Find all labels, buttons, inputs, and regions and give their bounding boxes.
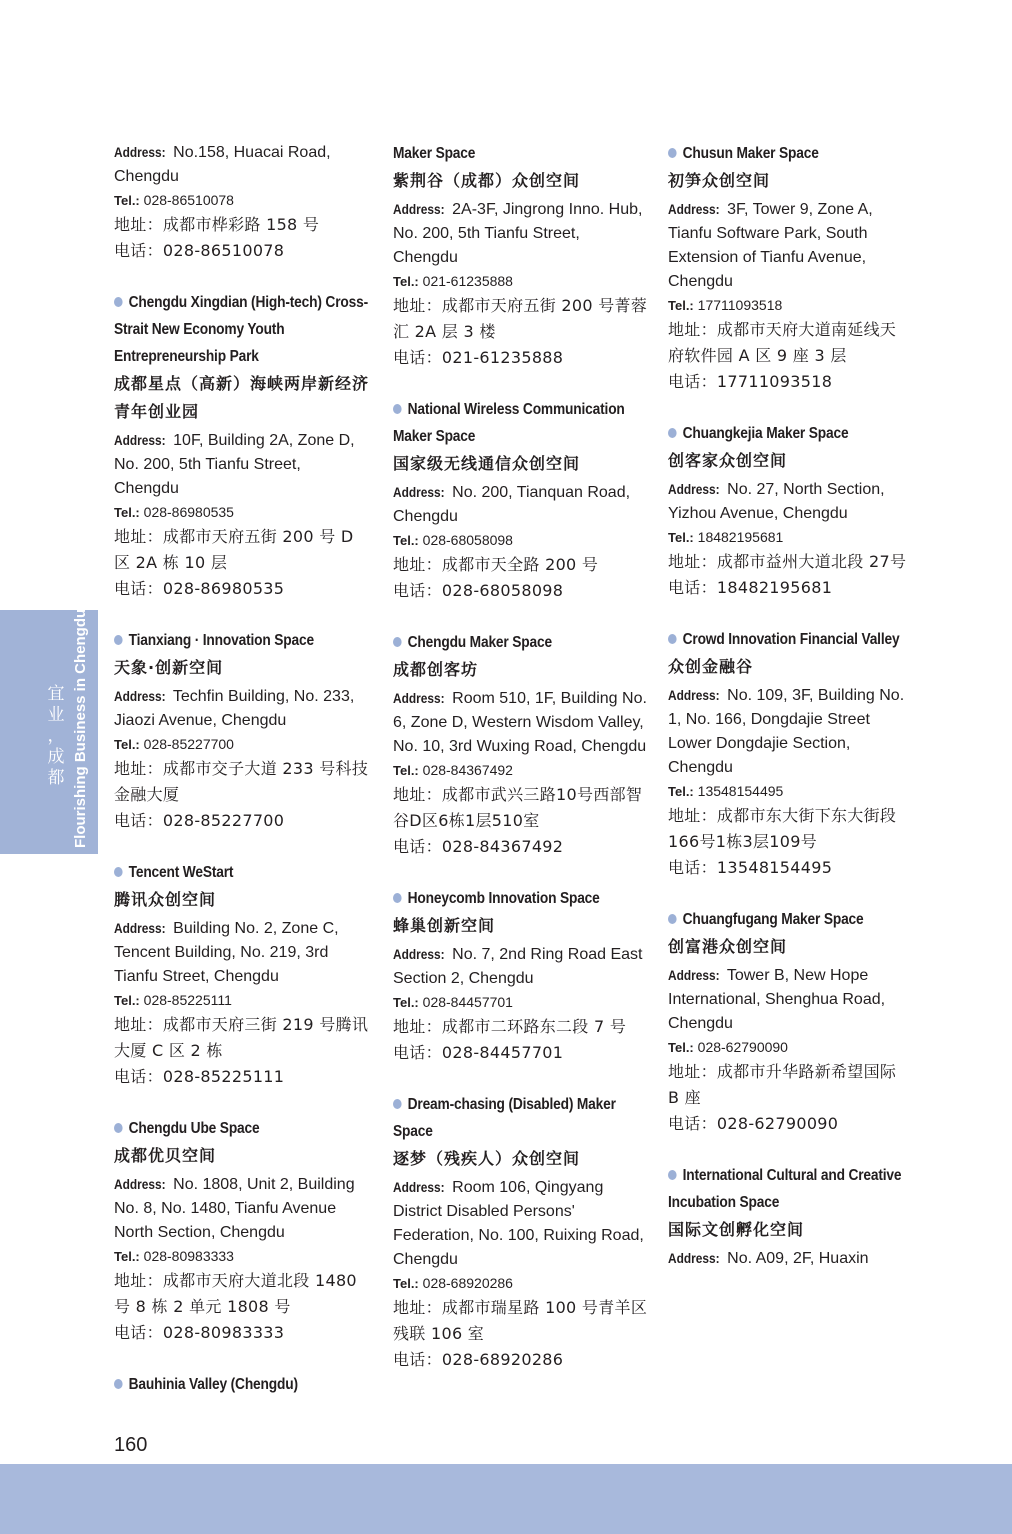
listing-chinese-address (393, 782, 648, 834)
tel-value: 028-86980535 (143, 504, 234, 520)
column-1 (114, 140, 369, 1423)
listing-name-text: Chengdu Ube Space (128, 1120, 260, 1137)
listing-name (668, 420, 907, 447)
listing-address (393, 686, 648, 759)
listing-chinese-address (114, 524, 369, 576)
tel-label: Tel.: (668, 298, 694, 313)
chinese-address-value: 成都市交子大道 233 号科技金融大厦 (114, 759, 369, 804)
listing-entry (114, 627, 369, 834)
chinese-phone-value: 028-85227700 (162, 811, 285, 830)
chinese-address-label: 地址： (393, 1017, 442, 1036)
listing-chinese-phone (393, 345, 648, 371)
chinese-phone-value: 028-62790090 (716, 1114, 839, 1133)
listing-address (668, 1246, 908, 1271)
listing-name (668, 140, 907, 167)
listing-chinese-address (393, 1295, 648, 1347)
listing-chinese-name: 腾讯众创空间 (114, 890, 217, 909)
chinese-phone-value: 028-85225111 (162, 1067, 285, 1086)
tel-value: 13548154495 (697, 783, 784, 799)
chinese-address-label: 地址： (668, 1062, 717, 1081)
tel-value: 17711093518 (697, 297, 783, 313)
listing-tel (114, 501, 369, 524)
chinese-phone-label: 电话： (668, 858, 717, 877)
side-tab-english-title: Flourishing Business in Chengdu (72, 608, 89, 848)
footer-band (0, 1464, 1012, 1534)
listing-chinese-name: 逐梦（残疾人）众创空间 (393, 1149, 581, 1168)
tel-label: Tel.: (668, 530, 694, 545)
listing-name (393, 885, 647, 912)
tel-label: Tel.: (114, 1249, 140, 1264)
bullet-icon (114, 1123, 123, 1133)
tel-label: Tel.: (114, 737, 140, 752)
tel-label: Tel.: (114, 505, 140, 520)
tel-value: 028-68920286 (422, 1275, 513, 1291)
listing-chinese-name: 国际文创孵化空间 (668, 1220, 805, 1239)
listing-entry (393, 396, 648, 604)
listing-name (114, 859, 368, 886)
listing-entry (114, 1371, 369, 1398)
listing-chinese-address (393, 293, 648, 345)
listing-tel (114, 189, 369, 212)
listing-chinese-phone (114, 1064, 369, 1090)
address-label: Address: (668, 201, 720, 217)
listing-chinese-name: 成都优贝空间 (114, 1146, 217, 1165)
bullet-icon (668, 428, 677, 438)
column-3 (668, 140, 908, 1296)
tel-label: Tel.: (114, 993, 140, 1008)
tel-label: Tel.: (393, 995, 419, 1010)
chinese-phone-label: 电话： (393, 348, 442, 367)
listing-name-text: National Wireless Communication Maker Space (393, 401, 625, 445)
chinese-phone-value: 028-86980535 (162, 579, 285, 598)
chinese-phone-value: 17711093518 (716, 372, 833, 391)
chinese-phone-label: 电话： (393, 1043, 442, 1062)
listing-chinese-phone (393, 834, 648, 860)
address-value: Room 510, 1F, Building No. 6, Zone D, Western Wisdom Valley, No. 10, 3rd Wuxing Road, Chengdu (393, 690, 647, 755)
listing-name-text: Chuangfugang Maker Space (682, 911, 864, 928)
listing-entry (114, 289, 369, 602)
tel-value: 021-61235888 (422, 273, 513, 289)
listing-name-text: Tianxiang · Innovation Space (128, 632, 314, 649)
listing-address (114, 684, 369, 733)
chinese-phone-label: 电话： (393, 581, 442, 600)
chinese-address-label: 地址： (393, 785, 442, 804)
listing-entry (668, 140, 908, 395)
bullet-icon (393, 404, 402, 414)
listing-tel (393, 270, 648, 293)
chinese-phone-value: 028-84367492 (441, 837, 564, 856)
listing-chinese-name: 蜂巢创新空间 (393, 916, 496, 935)
listing-name-text: Dream-chasing (Disabled) Maker Space (393, 1096, 616, 1140)
address-label: Address: (114, 432, 166, 448)
address-label: Address: (668, 967, 720, 983)
chinese-phone-value: 028-68920286 (441, 1350, 564, 1369)
listing-entry (668, 420, 908, 601)
chinese-address-value: 成都市桦彩路 158 号 (162, 215, 320, 234)
tel-value: 028-62790090 (697, 1039, 788, 1055)
address-value: 2A-3F, Jingrong Inno. Hub, No. 200, 5th Tianfu Street, Chengdu (393, 201, 643, 266)
address-value: No. 1808, Unit 2, Building No. 8, No. 1480, Tianfu Avenue North Section, Chengdu (114, 1176, 355, 1241)
listing-tel (668, 526, 908, 549)
chinese-address-value: 成都市武兴三路10号西部智谷D区6栋1层510室 (393, 785, 643, 830)
listing-chinese-name: 紫荆谷（成都）众创空间 (393, 171, 581, 190)
listing-name-text: Crowd Innovation Financial Valley (682, 631, 900, 648)
chinese-address-value: 成都市二环路东二段 7 号 (441, 1017, 627, 1036)
listing-chinese-name: 初笋众创空间 (668, 171, 771, 190)
listing-chinese-address (668, 1059, 908, 1111)
address-value: No. 7, 2nd Ring Road East Section 2, Chengdu (393, 946, 643, 987)
tel-label: Tel.: (114, 193, 140, 208)
chinese-phone-value: 18482195681 (716, 578, 833, 597)
chinese-phone-value: 028-86510078 (162, 241, 285, 260)
listing-chinese-address (668, 549, 908, 575)
listing-chinese-address (114, 1012, 369, 1064)
address-label: Address: (393, 946, 445, 962)
listing-entry (114, 859, 369, 1090)
chinese-address-label: 地址： (114, 215, 163, 234)
bullet-icon (668, 634, 677, 644)
listing-address (668, 963, 908, 1036)
listing-tel (114, 989, 369, 1012)
bullet-icon (393, 637, 402, 647)
listing-address (668, 477, 908, 526)
chinese-address-value: 成都市益州大道北段 27号 (716, 552, 907, 571)
chinese-address-value: 成都市瑞星路 100 号青羊区残联 106 室 (393, 1298, 648, 1343)
chinese-address-value: 成都市天府五街 200 号菁蓉汇 2A 层 3 楼 (393, 296, 648, 341)
listing-chinese-address (114, 212, 369, 238)
listing-chinese-phone (668, 369, 908, 395)
listing-entry (393, 1091, 648, 1373)
listing-address (114, 428, 369, 501)
address-value: Tower B, New Hope International, Shenghua Road, Chengdu (668, 967, 886, 1032)
tel-value: 028-85225111 (143, 992, 232, 1008)
listing-tel (393, 991, 648, 1014)
chinese-address-value: 成都市东大街下东大街段166号1栋3层109号 (668, 806, 897, 851)
listing-address (393, 1175, 648, 1272)
chinese-address-value: 成都市升华路新希望国际 B 座 (668, 1062, 897, 1107)
chinese-phone-label: 电话： (114, 241, 163, 260)
listing-name-text: Chuangkejia Maker Space (682, 425, 849, 442)
listing-entry (668, 906, 908, 1137)
address-label: Address: (393, 1179, 445, 1195)
listing-name (393, 1091, 647, 1145)
address-label: Address: (668, 1250, 720, 1266)
listing-tel (668, 780, 908, 803)
chinese-phone-value: 028-84457701 (441, 1043, 564, 1062)
listing-name (393, 140, 647, 167)
listing-chinese-phone (114, 238, 369, 264)
address-label: Address: (114, 920, 166, 936)
listing-tel (393, 759, 648, 782)
listing-chinese-phone (114, 1320, 369, 1346)
listing-name (668, 1162, 907, 1216)
listing-address (393, 197, 648, 270)
listing-chinese-phone (668, 855, 908, 881)
chinese-address-label: 地址： (393, 555, 442, 574)
listing-chinese-address (114, 756, 369, 808)
listing-tel (114, 733, 369, 756)
bullet-icon (668, 148, 677, 158)
tel-value: 028-85227700 (143, 736, 234, 752)
listing-chinese-name: 成都创客坊 (393, 660, 479, 679)
address-label: Address: (393, 690, 445, 706)
chinese-address-label: 地址： (393, 296, 442, 315)
chinese-address-value: 成都市天府三街 219 号腾讯大厦 C 区 2 栋 (114, 1015, 369, 1060)
listing-name (114, 289, 368, 370)
listing-name-text: Tencent WeStart (128, 864, 234, 881)
bullet-icon (393, 893, 402, 903)
tel-label: Tel.: (393, 1276, 419, 1291)
tel-label: Tel.: (393, 763, 419, 778)
listing-entry (393, 885, 648, 1066)
tel-label: Tel.: (393, 274, 419, 289)
listing-address (393, 942, 648, 991)
address-value: No. 200, Tianquan Road, Chengdu (393, 484, 631, 525)
listing-entry (393, 140, 648, 371)
tel-label: Tel.: (668, 1040, 694, 1055)
address-label: Address: (668, 481, 720, 497)
listing-chinese-address (393, 552, 648, 578)
listing-chinese-name: 国家级无线通信众创空间 (393, 454, 581, 473)
listing-entry (668, 1162, 908, 1271)
listing-chinese-name: 天象·创新空间 (114, 658, 224, 677)
listing-name (114, 1371, 368, 1398)
chinese-address-label: 地址： (114, 527, 163, 546)
chinese-phone-value: 021-61235888 (441, 348, 564, 367)
listing-chinese-address (668, 317, 908, 369)
bullet-icon (114, 1379, 123, 1389)
listing-name (114, 1115, 368, 1142)
listing-tel (393, 529, 648, 552)
listing-name (668, 626, 907, 653)
listing-address (668, 683, 908, 780)
listing-entry (668, 626, 908, 881)
chinese-phone-label: 电话： (668, 372, 717, 391)
listing-name (114, 627, 368, 654)
chinese-address-label: 地址： (668, 552, 717, 571)
chinese-phone-label: 电话： (114, 811, 163, 830)
chinese-address-label: 地址： (114, 759, 163, 778)
listing-chinese-address (393, 1014, 648, 1040)
chinese-phone-label: 电话： (393, 1350, 442, 1369)
address-value: 10F, Building 2A, Zone D, No. 200, 5th Tianfu Street, Chengdu (114, 432, 355, 497)
address-label: Address: (393, 201, 445, 217)
listing-chinese-address (114, 1268, 369, 1320)
chinese-phone-label: 电话： (668, 578, 717, 597)
chinese-phone-value: 028-80983333 (162, 1323, 285, 1342)
listing-entry (114, 140, 369, 264)
listing-name-text: Bauhinia Valley (Chengdu) (128, 1376, 298, 1393)
listing-chinese-name: 创富港众创空间 (668, 937, 788, 956)
listing-entry (393, 629, 648, 860)
address-label: Address: (114, 688, 166, 704)
address-label: Address: (114, 1176, 166, 1192)
chinese-phone-label: 电话： (393, 837, 442, 856)
listing-chinese-phone (668, 1111, 908, 1137)
listing-chinese-name: 创客家众创空间 (668, 451, 788, 470)
listing-name (393, 396, 647, 450)
bullet-icon (393, 1099, 402, 1109)
listing-name-text: Maker Space (393, 145, 476, 162)
listing-chinese-name: 成都星点（高新）海峡两岸新经济青年创业园 (114, 374, 370, 421)
tel-label: Tel.: (393, 533, 419, 548)
listing-tel (393, 1272, 648, 1295)
tel-value: 028-68058098 (422, 532, 513, 548)
listing-name-text: Chusun Maker Space (682, 145, 819, 162)
address-value: Building No. 2, Zone C, Tencent Building, No. 219, 3rd Tianfu Street, Chengdu (114, 920, 339, 985)
chinese-address-label: 地址： (114, 1271, 163, 1290)
listing-address (393, 480, 648, 529)
address-label: Address: (393, 484, 445, 500)
listing-chinese-address (668, 803, 908, 855)
listing-name-text: Chengdu Xingdian (High-tech) Cross-Strait New Economy Youth Entrepreneurship Park (114, 294, 368, 365)
tel-value: 028-84367492 (422, 762, 513, 778)
tel-label: Tel.: (668, 784, 694, 799)
listing-chinese-phone (393, 578, 648, 604)
bullet-icon (114, 635, 123, 645)
chinese-phone-label: 电话： (114, 1067, 163, 1086)
listing-address (114, 140, 369, 189)
chinese-address-label: 地址： (668, 806, 717, 825)
listing-entry (114, 1115, 369, 1346)
listing-address (668, 197, 908, 294)
chinese-address-value: 成都市天府大道南延线天府软件园 A 区 9 座 3 层 (668, 320, 897, 365)
listing-chinese-phone (114, 808, 369, 834)
listing-name (393, 629, 647, 656)
listing-name (668, 906, 907, 933)
listing-name-text: International Cultural and Creative Incubation Space (668, 1167, 902, 1211)
bullet-icon (114, 297, 123, 307)
tel-value: 028-84457701 (422, 994, 513, 1010)
chinese-address-label: 地址： (393, 1298, 442, 1317)
side-tab-chinese-title: 宜 业 ， 成 都 (47, 684, 65, 788)
listing-tel (668, 1036, 908, 1059)
listing-chinese-phone (393, 1040, 648, 1066)
address-value: No. A09, 2F, Huaxin (727, 1250, 869, 1267)
chinese-address-label: 地址： (668, 320, 717, 339)
address-value: No.158, Huacai Road, Chengdu (114, 144, 331, 185)
page-number: 160 (114, 1434, 148, 1456)
chinese-phone-value: 028-68058098 (441, 581, 564, 600)
address-value: No. 27, North Section, Yizhou Avenue, Chengdu (668, 481, 885, 522)
listing-tel (668, 294, 908, 317)
tel-value: 028-80983333 (143, 1248, 234, 1264)
address-label: Address: (114, 144, 166, 160)
address-label: Address: (668, 687, 720, 703)
listing-name-text: Chengdu Maker Space (407, 634, 552, 651)
listing-chinese-phone (668, 575, 908, 601)
listing-chinese-name: 众创金融谷 (668, 657, 754, 676)
address-value: Room 106, Qingyang District Disabled Persons' Federation, No. 100, Ruixing Road, Chengdu (393, 1179, 644, 1268)
chinese-address-value: 成都市天全路 200 号 (441, 555, 599, 574)
listing-address (114, 916, 369, 989)
address-value: No. 109, 3F, Building No. 1, No. 166, Dongdajie Street Lower Dongdajie Section, Chengdu (668, 687, 905, 776)
address-value: 3F, Tower 9, Zone A, Tianfu Software Park, South Extension of Tianfu Avenue, Chengdu (668, 201, 873, 290)
address-value: Techfin Building, No. 233, Jiaozi Avenue, Chengdu (114, 688, 355, 729)
chinese-phone-label: 电话： (668, 1114, 717, 1133)
chinese-address-value: 成都市天府五街 200 号 D 区 2A 栋 10 层 (114, 527, 354, 572)
bullet-icon (114, 867, 123, 877)
tel-value: 18482195681 (697, 529, 784, 545)
chinese-address-label: 地址： (114, 1015, 163, 1034)
bullet-icon (668, 1170, 677, 1180)
column-2 (393, 140, 648, 1398)
bullet-icon (668, 914, 677, 924)
chinese-phone-label: 电话： (114, 579, 163, 598)
chinese-phone-value: 13548154495 (716, 858, 833, 877)
chinese-address-value: 成都市天府大道北段 1480 号 8 栋 2 单元 1808 号 (114, 1271, 357, 1316)
tel-value: 028-86510078 (143, 192, 234, 208)
listing-chinese-phone (393, 1347, 648, 1373)
listing-tel (114, 1245, 369, 1268)
listing-address (114, 1172, 369, 1245)
listing-chinese-phone (114, 576, 369, 602)
chinese-phone-label: 电话： (114, 1323, 163, 1342)
listing-name-text: Honeycomb Innovation Space (407, 890, 600, 907)
